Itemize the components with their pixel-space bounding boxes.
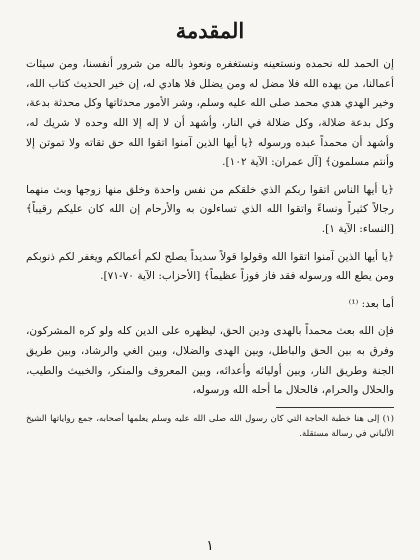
paragraph-verse-nisa: ﴿يا أيها الناس اتقوا ربكم الذي خلقكم من نفس واحدة وخلق منها زوجها وبث منهما رجالاً كثيراً ونساءً واتقوا الله الذي تساءلون به والأرحام إن الله كان عليكم رقيباً﴾ [النساء: الآية ١]. [26, 183, 394, 235]
paragraph-verse-ahzab: ﴿يا أيها الذين آمنوا اتقوا الله وقولوا قولاً سديداً يصلح لكم أعمالكم ويغفر لكم ذنوبكم ومن يطع الله ورسوله فقد فاز فوزاً عظيماً﴾ [الأحزاب: الآية ٧٠-٧١]. [26, 250, 394, 283]
paragraph-amma-bad: أما بعد: ⁽¹⁾ [348, 297, 394, 310]
footnote: (١) إلى هنا خطبة الحاجة التي كان رسول الله صلى الله عليه وسلم يعلمها أصحابه، جمع رواياتها الشيخ الألباني في رسالة مستقلة. [26, 413, 394, 439]
footnote-divider [276, 407, 394, 408]
page-title: المقدمة [175, 18, 245, 43]
main-text [26, 55, 394, 401]
paragraph-body: فإن الله بعث محمداً بالهدى ودين الحق، ليظهره على الدين كله ولو كره المشركون، وفرق به بين الحق والباطل، وبين الهدى والضلال، وبين الغي والرشاد، وبين طريق الجنة وطريق النار، وبين أوليائه وأعدائه، وبين المعروف والمنكر، والخبيث والطيب، والحلال والحرام، فالحلال ما أحله الله ورسوله، [26, 325, 394, 397]
paragraph-opening-sermon: إن الحمد لله نحمده ونستعينه ونستغفره ونعوذ بالله من شرور أنفسنا، ومن سيئات أعمالنا، من يهده الله فلا مضل له ومن يضلل فلا هادي له، إن خير الحديث كتاب الله، وخير الهدي هدي محمد صلى الله عليه وسلم، وشر الأمور محدثاتها وكل محدثة بدعة، وكل بدعة ضلالة، وكل ضلالة في النار، وأشهد أن لا إله إلا الله وحده لا شريك له، وأشهد أن محمداً عبده ورسوله ﴿يا أيها الذين آمنوا اتقوا الله حق تقاته ولا تموتن إلا وأنتم مسلمون﴾ [آل عمران: الآية ١٠٢]. [26, 58, 394, 169]
page-number: ١ [206, 538, 214, 554]
